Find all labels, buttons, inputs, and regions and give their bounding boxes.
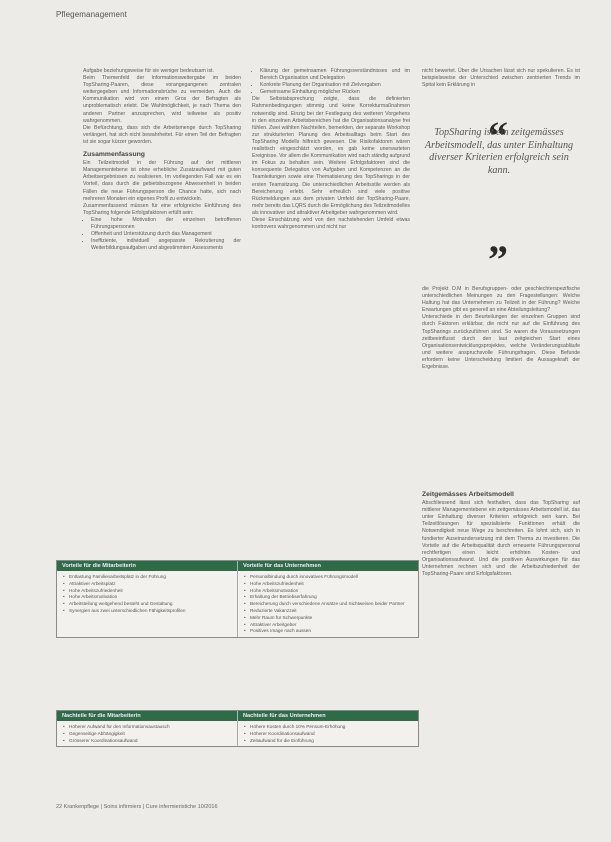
header-cell: Nachteile für die Mitarbeiterin (62, 713, 141, 719)
section-heading: Zusammenfassung (83, 151, 145, 159)
column-right-top (422, 68, 580, 89)
table-header (57, 711, 418, 721)
quote-open-icon: “ (488, 113, 508, 158)
list-item: • Konkrete Planung der Organisation mit Zielvorgaben (260, 82, 410, 89)
section-heading: Zeitgemässes Arbeitsmodell (422, 491, 514, 498)
column-right-middle (422, 286, 580, 371)
success-factor-list (83, 217, 241, 252)
table-item: • Höherer Koordinationsaufwand (250, 731, 414, 738)
table-item: • Synergien aus zwei unterschiedlichen Fähigkeitsprofilen (69, 608, 233, 615)
header-cell: Nachteile für das Unternehmen (237, 711, 418, 721)
table-item: • Höhere Kosten durch 10% Pensum-Erhöhung (250, 724, 414, 731)
header-cell: Vorteile für die Mitarbeiterin (62, 563, 136, 569)
table-item: • Hohe Arbeitsmotivation (69, 594, 233, 601)
paragraph: Beim Themenfeld der Informationsweitergabe im beiden TopSharing-Paaren, diese vorangegangenen zentralen weitergegeben und Informationsbrüche zu vermeiden. Auch die Kommunikation wird von einem Gros der Befragten als unproblematisch erlebt. Die Wahlmöglichkeit, je nach Thema den anderen Partner anzusprechen, wird teilweise als positiv wahrgenommen. (83, 75, 241, 124)
table-item: • Höherer Aufwand für den Informationsaustausch (69, 724, 233, 731)
table-item: • Zeitaufwand für die Einführung (250, 738, 414, 745)
table-item: • Hohe Arbeitszufriedenheit (250, 581, 414, 588)
table-header (57, 561, 418, 571)
list-item: • Gemeinsame Einhaltung möglicher Rücken (260, 89, 410, 96)
table-item: • Arbeitsteilung weitgehend besteht und Gestaltung (69, 601, 233, 608)
table-item: • Mehr Raum für Schwerpunkte (250, 615, 414, 622)
list-item: • Eine hohe Motivation der einzelnen betroffenen Führungspersonen (91, 217, 241, 231)
quote-close-icon: ” (488, 237, 508, 282)
table-column-left (57, 721, 237, 746)
paragraph: die Projekt O.M in Berufsgruppen- oder geschlechterspezifische unterschiedlichen Meinungen zu den Fragestellungen: Welche Haltung hat das Unternehmen zu Teilzeit in der Führung? Welche Erwartungen gibt es generell an eine Abteilungsleitung? (422, 286, 580, 314)
paragraph: Zusammenfassend müssen für eine erfolgreiche Einführung des TopSharing folgende Erfolgsfaktoren erfüllt sein: (83, 202, 241, 216)
paragraph: Die Selbstabsprechung zeigte, dass die definierten Rahmenbedingungen stimmig und keine Korrekturmaßnahmen notwendig sind. Einzig bei der Festlegung des weiteren Vorgehens in den einzelnen Arbeitsbereichen hat die Organisationsanalyse frei fühlen. Zwei wählten Nachteilen, bemerkten, der separate Workshop zur strukturierten Planung des Arbeitsalltags beim Start des TopSharing Modells hilfreich gewesen. Die Risikofaktoren wären realistisch eingeschätzt worden, es gab keine unerwarteten Ereignisse. Vor allem die Kommunikation wird nach ständig aufgrund im Fokus zu behalten sein. Weitere Erfolgsfaktoren sind die konsequente Delegation von Aufgaben und Kompetenzen an die Teamleitungen sowie eine Thematisierung des TopSharings in der ersten Teamsitzung. Die unterschiedlichen Arbeitsstile werden als Bereicherung erlebt. Sehr erfreulich sind viele positive Rückmeldungen aus dem privaten Umfeld der TopSharing-Paare, mehr bereits das LQRS durch die Ermöglichung des Teilzeitmodelles als innovativer und attraktiver Arbeitgeber wahrgenommen wird. (252, 96, 411, 216)
list-item: • Klärung der gemeinsamen Führungsverständnisses und im Bereich Organisation und Delegation (260, 68, 410, 82)
table-body (57, 721, 418, 746)
table-body (57, 571, 418, 637)
column-left (83, 68, 241, 252)
paragraph: Unterschiede in den Beurteilungen der einzelnen Gruppen sind durch Faktoren erklärbar, die nicht nur auf die Einführung des TopSharings zurückzuführen sind. So waren die Voraussetzungen zeitbeeinflusst durch den laut zeitgleichen Start eines Organisationsentwicklungsprojektes, welche Veränderungsabläufe und weitere anspruchsvolle Führungsfragen. Diese Befunde erfordern keine Unterscheidung limitiert die Aussagekraft der Ergebnisse. (422, 314, 580, 371)
paragraph: nicht bewertet. Über die Ursachen lässt sich nur spekulieren. Es ist beispielsweise der Unterschied zwischen zentrierten Trends im Spital kein Erklärung in (422, 68, 580, 89)
paragraph: Diese Einschätzung wird von den nachstehenden Umfeld etwas kontrovers wahrgenommen und nicht nur (252, 216, 410, 231)
table-column-left (57, 571, 237, 637)
table-item: • Entlastung Familienarbeitsplatz in der Führung (69, 574, 233, 581)
table-item: • Positives Image nach aussen (250, 628, 414, 635)
header-cell: Vorteile für das Unternehmen (237, 561, 418, 571)
section-header: Pflegemanagement (56, 10, 127, 19)
table-item: • Personalbindung durch innovatives Führungsmodell (250, 574, 414, 581)
page-footer: 22 Krankenpflege | Soins infirmiers | Cure infermieristiche 10/2016 (56, 804, 218, 810)
list-item: • Ineffiziente, individuell angepasste Rekrutierung der Weiterbildungsaufgaben und abgestimmten Assessments (91, 238, 241, 252)
advantages-table (56, 560, 419, 638)
pull-quote: TopSharing ist ein zeitgemässes Arbeitsmodell, das unter Einhaltung diverser Kriterien erfolgreich sein kann. (424, 127, 574, 176)
table-item: • Hohe Arbeitsmotivation (250, 588, 414, 595)
table-item: • Gegenseitige Abhängigkeit (69, 731, 233, 738)
table-item: • Attraktiver Arbeitsplatz (69, 581, 233, 588)
table-item: • Erhaltung der Betriebserfahrung (250, 594, 414, 601)
table-item: • Hohe Arbeitszufriedenheit (69, 588, 233, 595)
paragraph: Abschliessend lässt sich festhalten, dass das TopSharing auf mittlerer Managementebene ein zeitgemässes Arbeitsmodell ist, das unter Einhaltung diverser Kriterien erfolgreich sein kann. Bei Teilzeitlösungen für spezialisierte Funktionen erhält die Notwendigkeit neue Wege zu beschreiten. Es lohnt sich, sich in fundierter Auseinandersetzung mit dem Thema zu investieren. Die Vorteile auf die Arbeitsqualität durch erneuerte Führungspersonal rechtfertigen einen leicht erhöhten Kosten- und Organisationsaufwand. Und die positiven Auswirkungen für das Unternehmen rechnen sich und die Arbeitszufriedenheit der TopSharing-Paare sind Erfolgsfaktoren. (422, 500, 580, 578)
table-item: • Reduzierte Vakanzzeit (250, 608, 414, 615)
paragraph: Die Befürchtung, dass sich die Arbeitsmenge durch TopSharing verlängert, hat sich nicht bewahrheitet. Für einen Teil der Befragten ist sie sogar kürzer geworden. (83, 124, 241, 145)
paragraph: Aufgabe beziehungsweise für sie weniger bedeutsam ist. (83, 68, 214, 74)
table-column-right (237, 721, 418, 746)
column-right-bottom (422, 486, 580, 578)
table-column-right (237, 571, 418, 637)
table-item: • Grösserer Koordinationsaufwand (69, 738, 233, 745)
column-middle (252, 68, 410, 231)
table-item: • Attraktiver Arbeitgeber (250, 622, 414, 629)
success-factor-list-cont (252, 68, 410, 96)
disadvantages-table (56, 710, 419, 747)
list-item: • Offenheit und Unterstützung durch das Management (91, 231, 241, 238)
paragraph: Ein Teilzeitmodell in der Führung auf der mittleren Managementebene ist ohne erhebliche Zusatzaufwand mit guten Arbeitsergebnissen zu realisieren. Im vorliegenden Fall war es ein Vorteil, dass durch die gebietsbezogene Abwesenheit in beiden Fällen die neue Führungsperson die Chance hatte, sich nach mehreren Monaten ein eigenes Profil zu entwickeln. (83, 160, 241, 202)
table-item: • Bereicherung durch verschiedene Ansätze und Sichtweisen beider Partner (250, 601, 414, 608)
